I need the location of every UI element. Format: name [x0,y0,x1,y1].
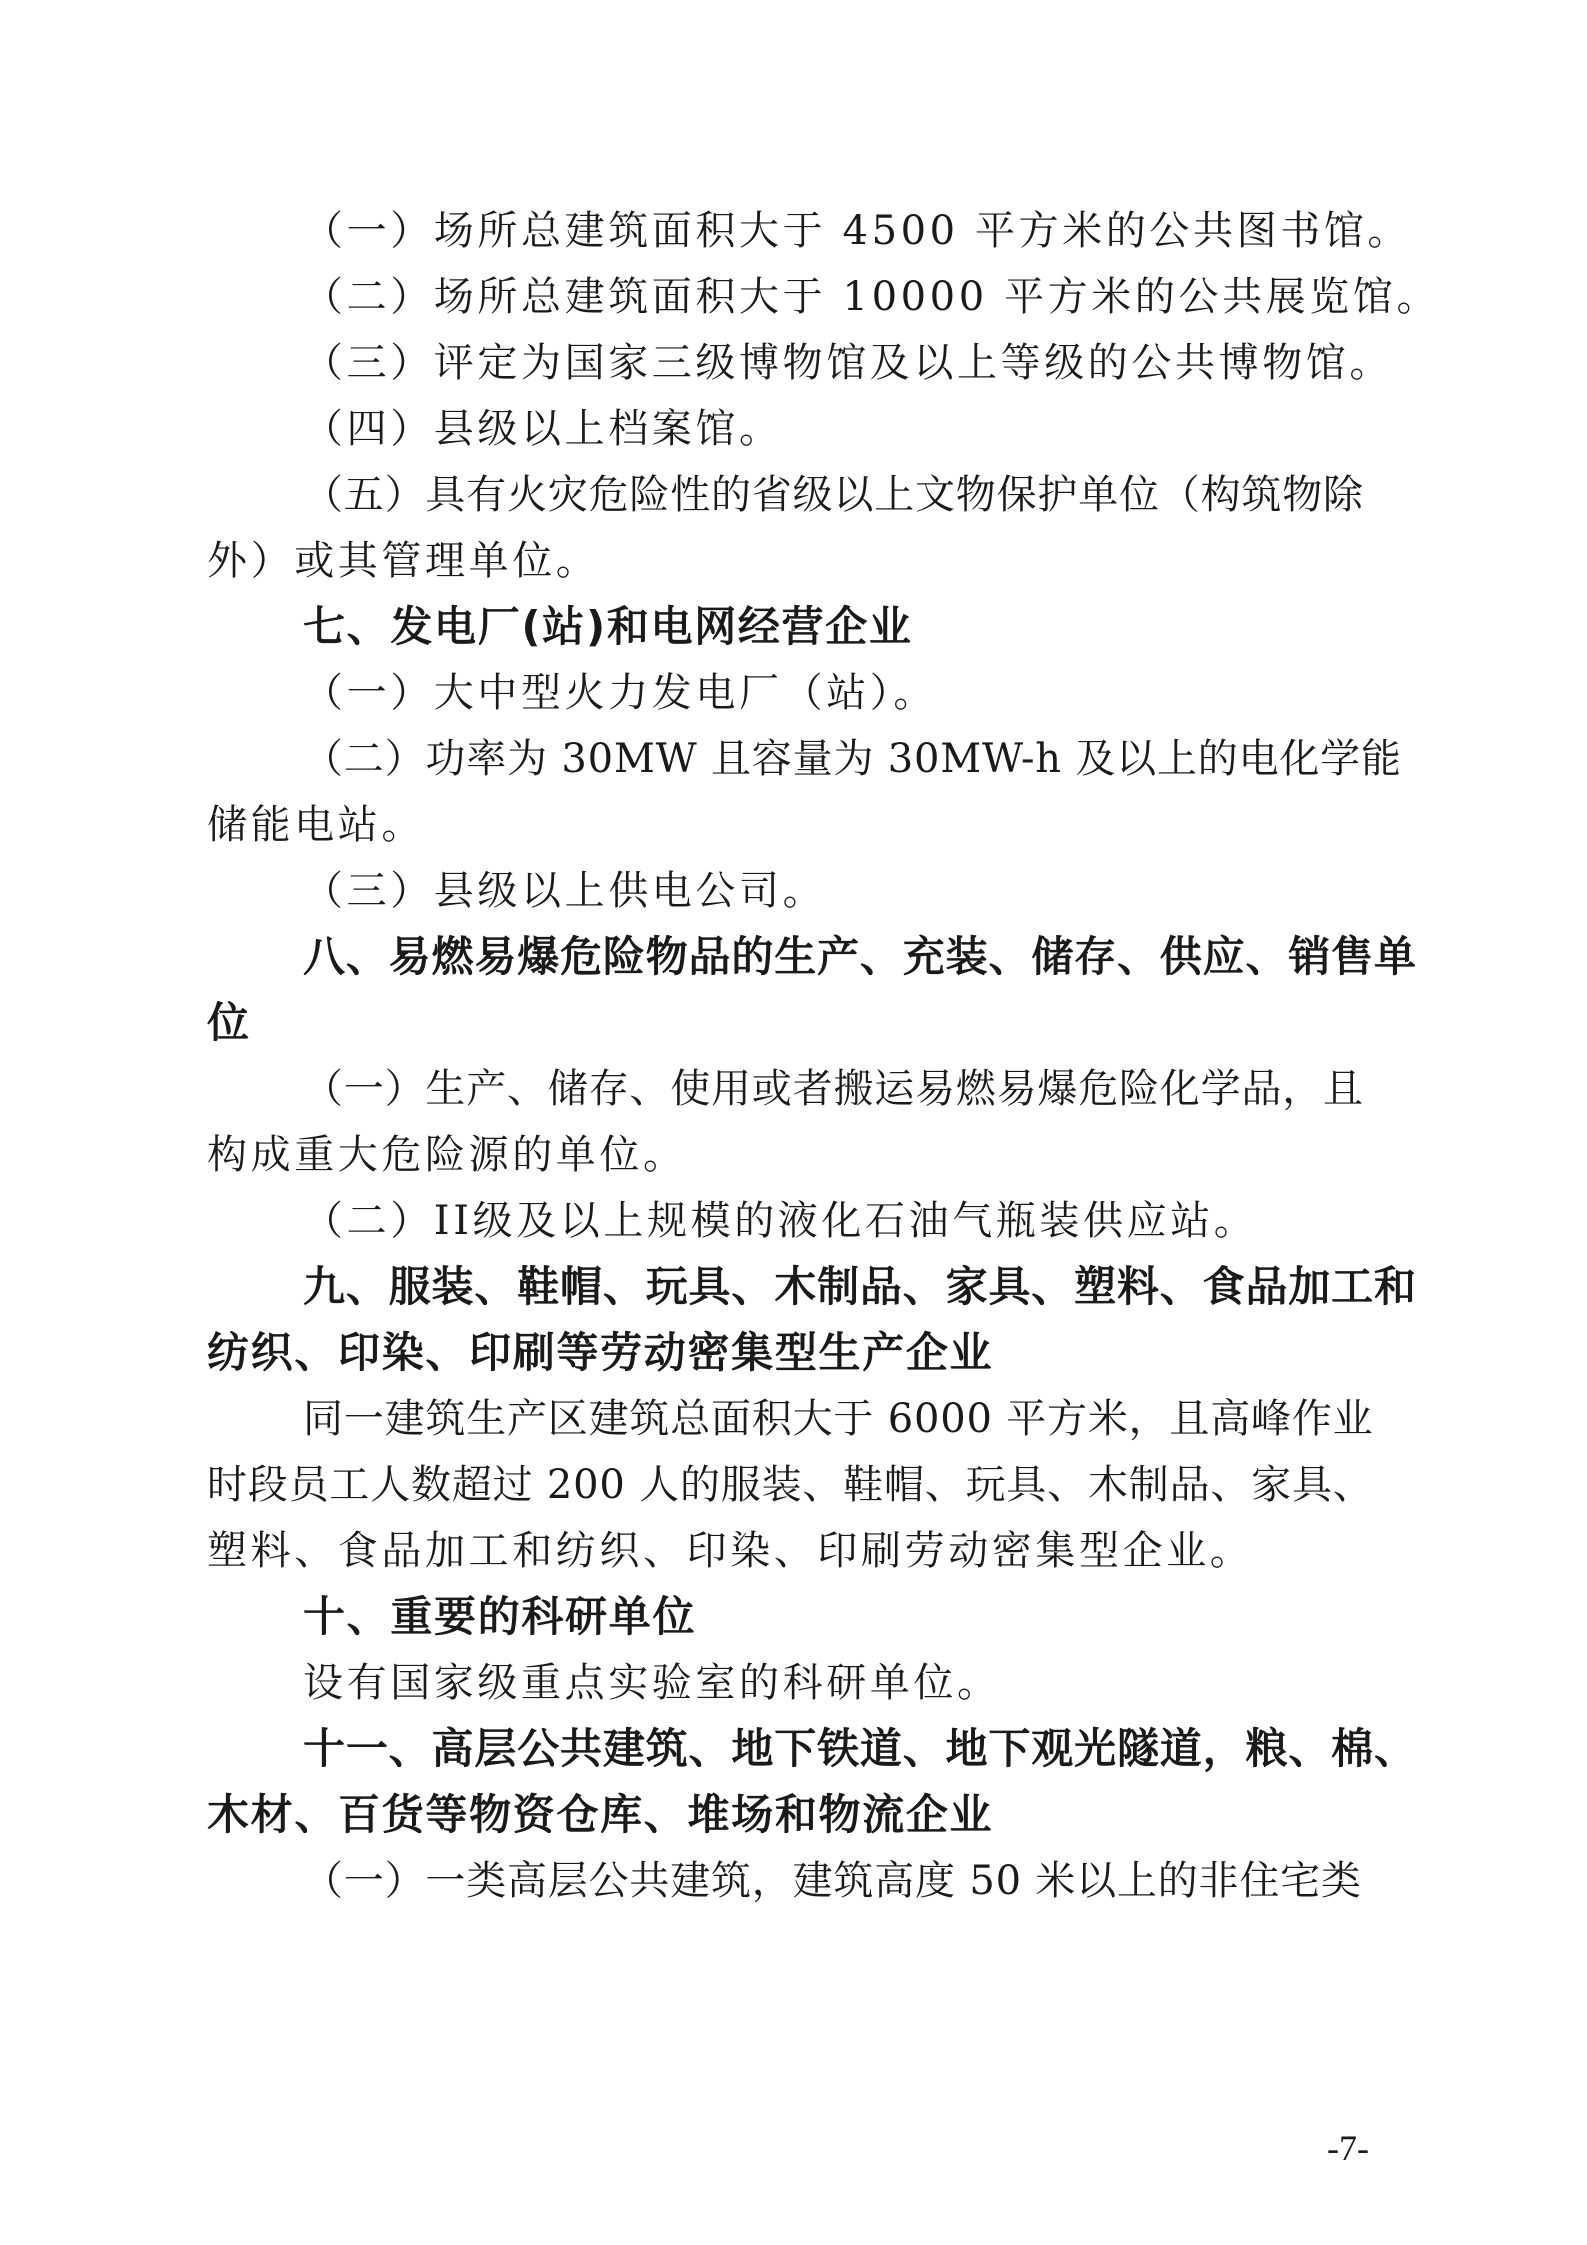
paragraph-line: 塑料、食品加工和纺织、印染、印刷劳动密集型企业。 [207,1528,1254,1574]
paragraph-line: 构成重大危险源的单位。 [207,1132,687,1178]
section-heading: 位 [207,998,251,1047]
section-heading: 七、发电厂(站)和电网经营企业 [303,602,913,651]
section-heading: 十一、高层公共建筑、地下铁道、地下观光隧道，粮、棉、 [303,1724,1417,1773]
document-body [207,198,1441,1914]
section-heading: 九、服装、鞋帽、玩具、木制品、家具、塑料、食品加工和 [303,1262,1417,1311]
paragraph-line: （一）大中型火力发电厂（站）。 [303,670,937,716]
section-heading: 十、重要的科研单位 [303,1592,697,1641]
paragraph-line: （三）县级以上供电公司。 [303,868,827,914]
section-heading: 纺织、印染、印刷等劳动密集型生产企业 [207,1328,994,1377]
paragraph-line: 时段员工人数超过 200 人的服装、鞋帽、玩具、木制品、家具、 [207,1462,1374,1508]
paragraph-line: （一）生产、储存、使用或者搬运易燃易爆危险化学品，且 [303,1066,1364,1112]
paragraph-line: （五）具有火灾危险性的省级以上文物保护单位（构筑物除 [303,472,1364,518]
paragraph-line: 外）或其管理单位。 [207,538,600,584]
paragraph-line: （二）场所总建筑面积大于 10000 平方米的公共展览馆。 [303,274,1441,320]
paragraph-line: （一）一类高层公共建筑，建筑高度 50 米以上的非住宅类 [303,1858,1362,1904]
paragraph-line: （三）评定为国家三级博物馆及以上等级的公共博物馆。 [303,340,1393,386]
paragraph-line: 储能电站。 [207,802,425,848]
paragraph-line: （二）功率为 30MW 且容量为 30MW-h 及以上的电化学能 [303,736,1402,782]
paragraph-line: （一）场所总建筑面积大于 4500 平方米的公共图书馆。 [303,208,1412,254]
section-heading: 八、易燃易爆危险物品的生产、充装、储存、供应、销售单 [303,932,1417,981]
paragraph-line: （四）县级以上档案馆。 [303,406,783,452]
section-heading: 木材、百货等物资仓库、堆场和物流企业 [207,1790,994,1839]
paragraph-line: 设有国家级重点实验室的科研单位。 [303,1660,1001,1706]
paragraph-line: 同一建筑生产区建筑总面积大于 6000 平方米，且高峰作业 [303,1396,1374,1442]
page-number: -7- [1327,2128,1369,2168]
paragraph-line: （二）II级及以上规模的液化石油气瓶装供应站。 [303,1198,1258,1244]
